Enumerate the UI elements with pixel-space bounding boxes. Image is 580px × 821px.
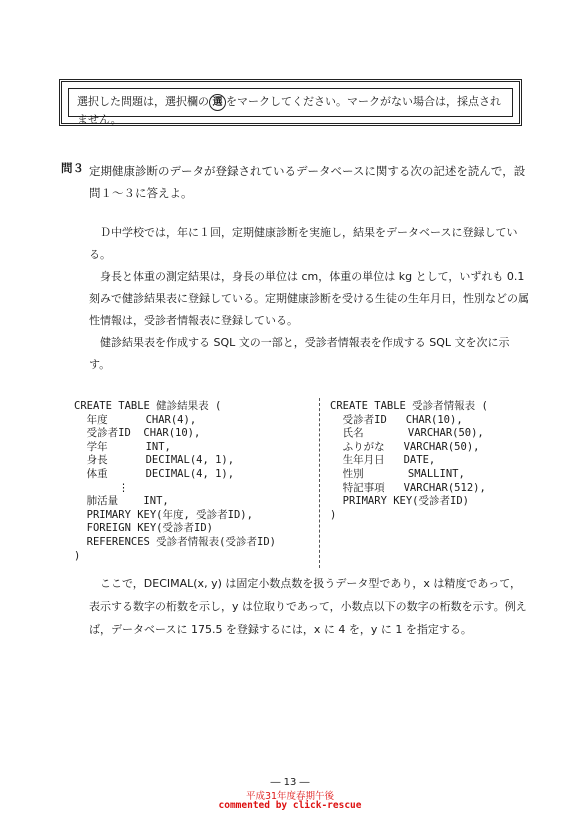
page-number: ― 13 ― [270, 777, 310, 788]
sql-create-examinee-info [330, 400, 488, 522]
decimal-explanation: ここで，DECIMAL(x, y) は固定小数点数を扱うデータ型であり，x は精度であって，表示する数字の桁数を示し，y は位取りであって，小数点以下の数字の桁数を示す。例えば，データベースに 175.5 を登録するには，x に 4 を，y に 1 を指定する。 [89, 577, 527, 636]
sql-left-line: PRIMARY KEY(年度, 受診者ID), [74, 508, 253, 521]
sql-right-line: CREATE TABLE 受診者情報表 ( [330, 400, 488, 412]
sql-left-line: 身長 DECIMAL(4, 1), [74, 454, 235, 467]
paragraph-1: Ｄ中学校では，年に１回，定期健康診断を実施し，結果をデータベースに登録している。 [89, 226, 518, 261]
exam-stamp: 平成31年度春期午後 [245, 791, 335, 802]
sql-right-line: 性別 SMALLINT, [330, 467, 465, 480]
paragraph-3: 健診結果表を作成する SQL 文の一部と，受診者情報表を作成する SQL 文を次に示す。 [89, 336, 510, 371]
sql-left-line: 肺活量 INT, [74, 495, 169, 508]
sql-create-exam-results [74, 400, 276, 563]
question-number: 問３ [61, 161, 84, 175]
selection-notice-text: 選択した問題は，選択欄の 選 をマークしてください。マークがない場合は，採点されません。 [68, 88, 513, 117]
sql-left-line: ⋮ [74, 481, 129, 494]
sql-left-line: CREATE TABLE 健診結果表 ( [74, 400, 222, 412]
sql-right-line: 受診者ID CHAR(10), [330, 413, 463, 426]
sql-right-line: 特記事項 VARCHAR(512), [330, 481, 486, 494]
sql-right-line: 氏名 VARCHAR(50), [330, 427, 484, 440]
circled-select-mark: 選 [209, 94, 226, 111]
sql-left-line: REFERENCES 受診者情報表(受診者ID) [74, 535, 276, 548]
sql-left-line: 学年 INT, [74, 440, 171, 453]
sql-right-line: PRIMARY KEY(受診者ID) [330, 495, 469, 508]
credit-stamp: commented by click-rescue [218, 800, 362, 811]
paragraph-2: 身長と体重の測定結果は，身長の単位は cm，体重の単位は kg として，いずれも 0.1 刻みで健診結果表に登録している。定期健康診断を受ける生徒の生年月日，性別などの属性情報は，受診者情報表に登録している。 [89, 270, 529, 327]
question-title: 定期健康診断のデータが登録されているデータベースに関する次の記述を読んで，設問１～３に答えよ。 [89, 164, 526, 200]
sql-left-line: 年度 CHAR(4), [74, 413, 197, 426]
sql-left-line: 体重 DECIMAL(4, 1), [74, 467, 235, 480]
sql-left-line: 受診者ID CHAR(10), [74, 427, 201, 440]
sql-left-line: ) [74, 549, 81, 562]
sql-left-line: FOREIGN KEY(受診者ID) [74, 522, 213, 535]
sql-right-line: ) [330, 508, 337, 521]
sql-right-line: ふりがな VARCHAR(50), [330, 440, 480, 453]
sql-right-line: 生年月日 DATE, [330, 454, 436, 467]
selection-notice-box [59, 79, 522, 126]
code-divider [319, 398, 320, 568]
